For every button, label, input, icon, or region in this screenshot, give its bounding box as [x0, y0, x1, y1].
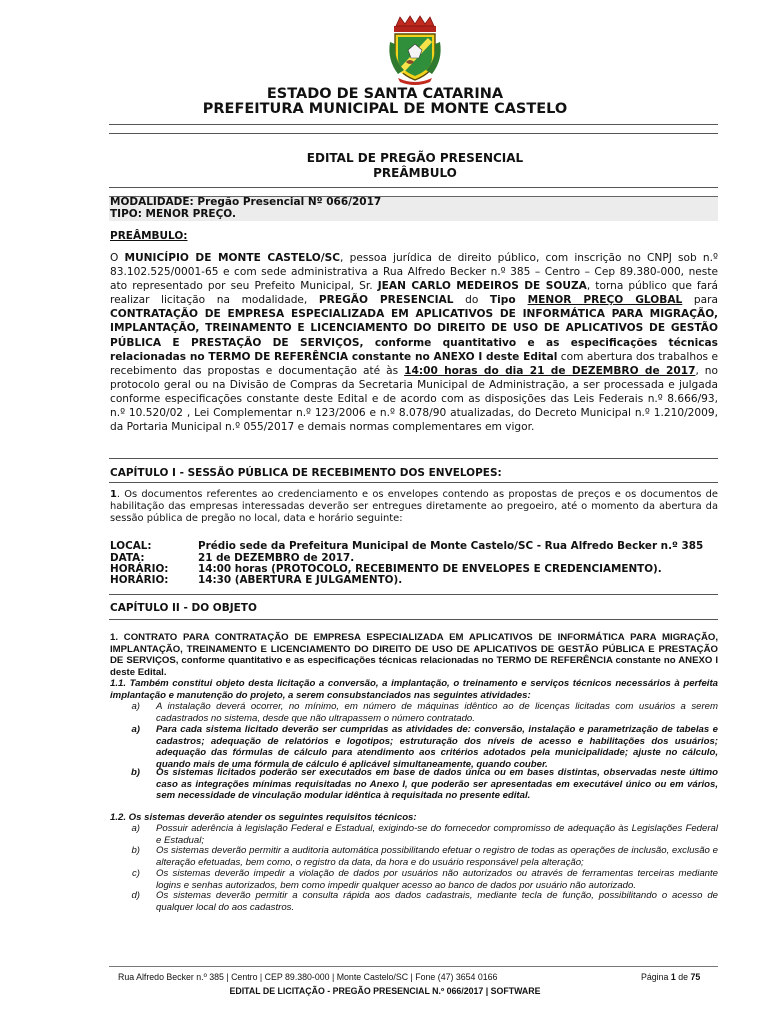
chapter-1-paragraph: 1. Os documentos referentes ao credenciamento e os envelopes contendo as propostas de preços e os documentos de habilitação das empresas interessadas deverão ser entregues diretamente ao pregoeiro, até o momento da abertura da sessão pública de pregão no local, data e horário seguinte: [110, 489, 718, 525]
list-letter: b) [130, 767, 140, 778]
page-number: Página 1 de 75 [641, 972, 701, 982]
list-letter: a) [131, 701, 140, 712]
time-label: HORÁRIO: [110, 574, 169, 586]
date-value: 21 de DEZEMBRO de 2017. [198, 552, 355, 564]
footer-divider [109, 966, 718, 967]
date-label: DATA: [110, 552, 145, 564]
tipo-line: TIPO: MENOR PREÇO. [110, 208, 236, 220]
preambulo-paragraph: O MUNICÍPIO DE MONTE CASTELO/SC, pessoa jurídica de direito público, com inscrição no CNPJ sob n.º 83.102.525/0001-65 e com sede administrativa a Rua Alfredo Becker n.º 385 – Centro – Cep 89.380-000, neste ato representado por seu Prefeito Municipal, Sr. JEAN CARLO MEDEIROS DE SOUZA, torna público que fará realizar licitação na modalidade, PREGÃO PRESENCIAL do Tipo MENOR PREÇO GLOBAL para CONTRATAÇÃO DE EMPRESA ESPECIALIZADA EM APLICATIVOS DE INFORMÁTICA PARA MIGRAÇÃO, IMPLANTAÇÃO, TREINAMENTO E LICENCIAMENTO DO DIREITO DE USO DE APLICATIVOS DE GESTÃO PÚBLICA E PRESTAÇÃO DE SERVIÇOS, conforme quantitativo e as especificações técnicas relacionadas no TERMO DE REFERÊNCIA constante no ANEXO I deste Edital com abertura dos trabalhos e recebimento das propostas e documentação até às 14:00 horas do dia 21 de DEZEMBRO de 2017, no protocolo geral ou na Divisão de Compras da Secretaria Municipal de Administração, a ser processada e julgada conforme especificações constante deste Edital e de acordo com as disposições das Leis Federais n.º 8.666/93, n.º 10.520/02 , Lei Complementar n.º 123/2006 e n.º 8.078/90 atualizadas, do Decreto Municipal n.º 1.210/2009, da Portaria Municipal n.º 055/2017 e demais normas complementares em vigor. [110, 252, 719, 434]
list-text: Os sistemas deverão permitir a consulta rápida aos dados cadastrais, mediante tecla de função, possibilitando o acesso de qualquer local do aos cadastros. [156, 890, 718, 913]
list-letter: a) [131, 823, 140, 834]
footer-address-line [118, 972, 718, 982]
location-value: Prédio sede da Prefeitura Municipal de Monte Castelo/SC - Rua Alfredo Becker n.º 385 [198, 540, 704, 552]
object-item-1: 1. CONTRATO PARA CONTRATAÇÃO DE EMPRESA ESPECIALIZADA EM APLICATIVOS DE INFORMÁTICA PARA MIGRAÇÃO, IMPLANTAÇÃO, TREINAMENTO E LICENCIAMENTO DO DIREITO DE USO DE APLICATIVOS DE GESTÃO PÚBLICA E PRESTAÇÃO DE SERVIÇOS, conforme quantitativo e as especificações técnicas relacionadas no TERMO DE REFERÊNCIA constante no ANEXO I deste Edital. [110, 632, 718, 678]
list-letter: c) [132, 868, 140, 879]
list-text: Os sistemas deverão permitir a auditoria automática possibilitando efetuar o registro de todas as operações de inclusão, exclusão e alteração efetuadas, bem como, o registro da data, da hora e do usuário responsável pela alteração; [156, 845, 718, 868]
state-heading: ESTADO DE SANTA CATARINA [266, 86, 504, 102]
footer-edital-line: EDITAL DE LICITAÇÃO - PREGÃO PRESENCIAL N.º 066/2017 | SOFTWARE [229, 986, 541, 996]
title-divider [109, 187, 718, 188]
list-text: Possuir aderência à legislação Federal e Estadual, exigindo-se do fornecedor compromisso de adequação às Legislações Federal e Estadual; [156, 823, 718, 846]
list-letter: a) [131, 724, 140, 735]
chapter-2-heading: CAPÍTULO II - DO OBJETO [110, 602, 257, 614]
edital-title: EDITAL DE PREGÃO PRESENCIAL [306, 151, 524, 165]
chapter-1-heading: CAPÍTULO I - SESSÃO PÚBLICA DE RECEBIMENTO DOS ENVELOPES: [110, 467, 502, 479]
list-letter: b) [131, 845, 140, 856]
modalidade-line: MODALIDADE: Pregão Presencial Nº 066/2017 [110, 196, 382, 208]
edital-subtitle: PREÂMBULO [373, 166, 457, 180]
section-divider [109, 482, 718, 483]
object-item-1-1: 1.1. Também constitui objeto desta licitação a conversão, a implantação, o treinamento e serviços técnicos necessários à perfeita implantação e manutenção do projeto, a serem consubstanciados nas seguintes atividades: [110, 678, 718, 701]
time-value: 14:30 (ABERTURA E JULGAMENTO). [198, 574, 403, 586]
prefeitura-heading: PREFEITURA MUNICIPAL DE MONTE CASTELO [202, 101, 568, 117]
list-text: Os sistemas licitados poderão ser executados em base de dados única ou em bases distintas, observadas neste último caso as integrações mínimas requisitadas no Anexo I, que poderão ser apresentadas em executável único ou em vários, sem necessidade de vinculação modular idêntica à requisitada no presente edital. [156, 767, 718, 802]
header-divider [109, 133, 718, 134]
time-label: HORÁRIO: [110, 563, 169, 575]
section-divider [109, 619, 718, 620]
section-divider [109, 594, 718, 595]
list-text: Os sistemas deverão impedir a violação de dados por usuários não autorizados ou através de ferramentas terceiras mediante logins e senhas autorizados, bem como impedir qualquer acesso ao banco de dados por usuário não autorizado. [156, 868, 718, 891]
list-text: A instalação deverá ocorrer, no mínimo, em número de máquinas idêntico ao de licenças licitadas com usuários a serem cadastrados no sistema, desde que não ultrapassem o número contratado. [156, 701, 718, 724]
coat-of-arms-logo [386, 14, 444, 86]
section-divider [109, 458, 718, 459]
time-value: 14:00 horas (PROTOCOLO, RECEBIMENTO DE ENVELOPES E CREDENCIAMENTO). [198, 563, 662, 575]
header-divider [109, 124, 718, 125]
object-item-1-2: 1.2. Os sistemas deverão atender os seguintes requisitos técnicos: [110, 812, 417, 823]
location-label: LOCAL: [110, 540, 152, 552]
preambulo-heading: PREÂMBULO: [110, 230, 188, 242]
list-text: Para cada sistema licitado deverão ser cumpridas as atividades de: conversão, instalação e parametrização de tabelas e cadastros; adequação de relatórios e logotipos; estruturação dos níveis de acesso e habilitações dos usuários; adequação das fórmulas de cálculo para atendimento aos critérios adotados pela municipalidade; ajuste no cálculo, quando mais de uma fórmula de cálculo é aplicável simultaneamente, quando couber. [156, 724, 718, 770]
list-letter: d) [131, 890, 140, 901]
footer-address: Rua Alfredo Becker n.º 385 | Centro | CEP 89.380-000 | Monte Castelo/SC | Fone (47) 3654 0166 [118, 972, 498, 982]
